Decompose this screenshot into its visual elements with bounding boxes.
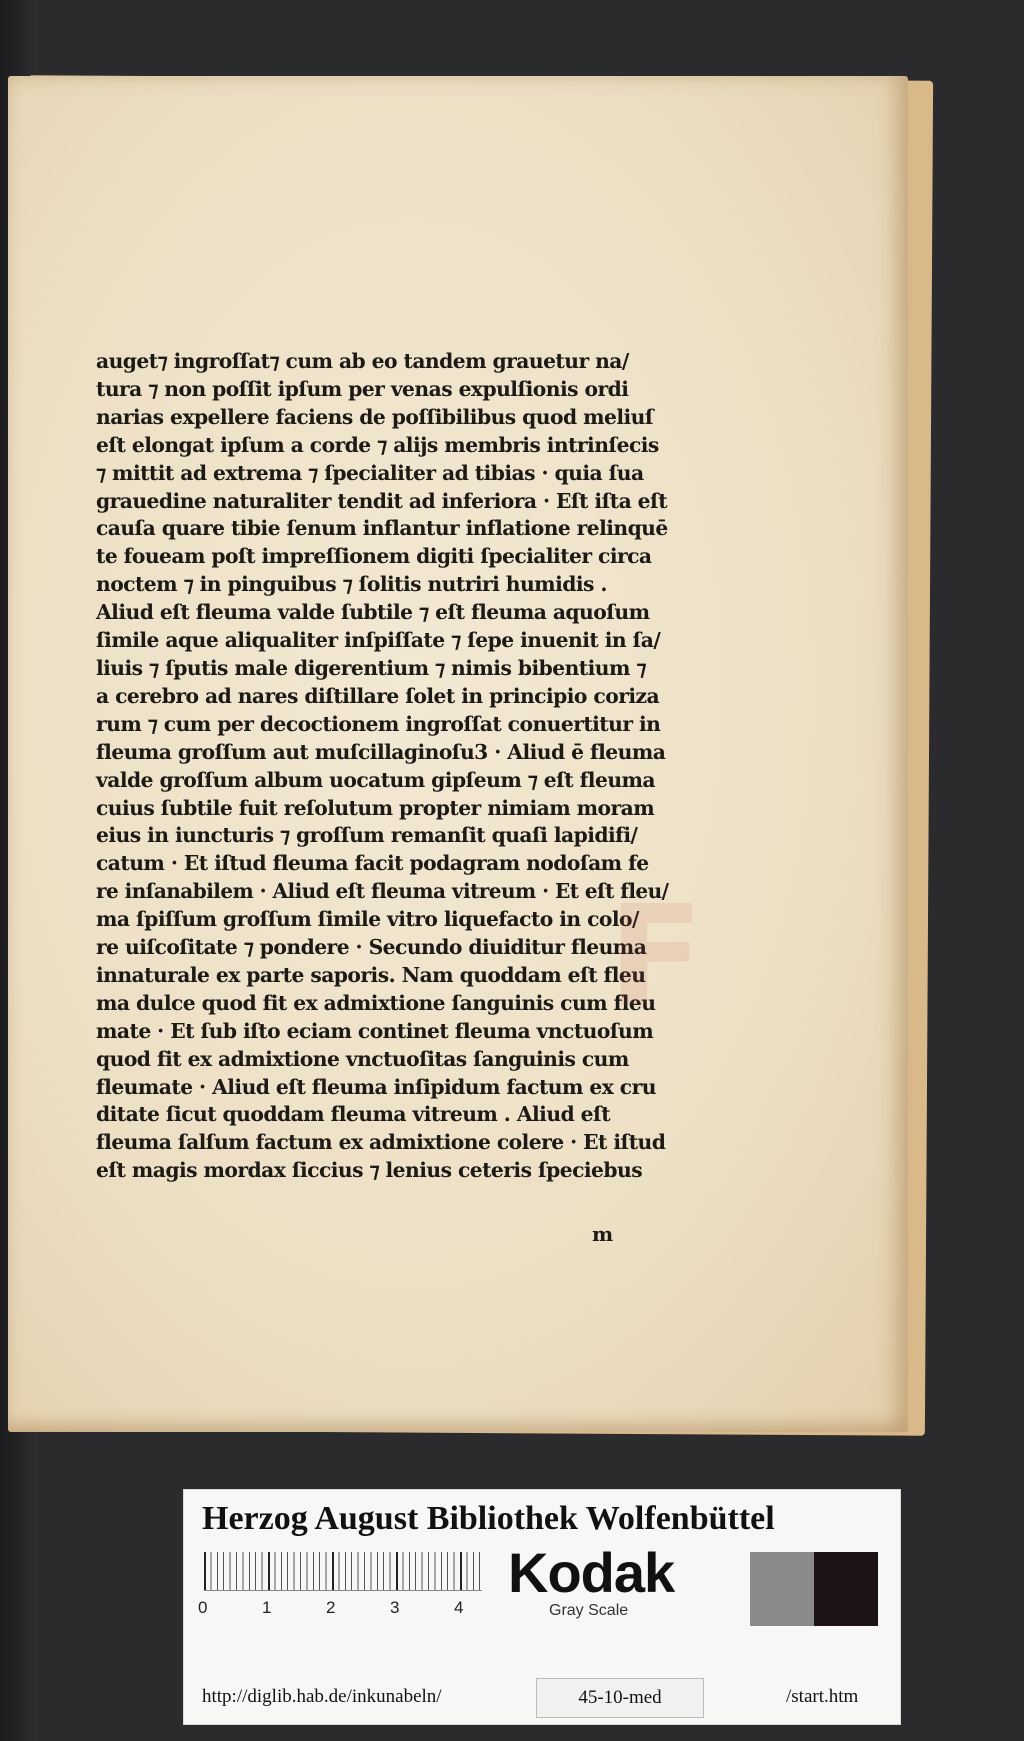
text-line: ſimile aque aliqualiter inſpiſſate ⁊ ſepe inuenit in ſa/	[96, 628, 661, 653]
text-line: narias expellere faciens de poſſibilibus quod meliuſ	[96, 404, 654, 429]
text-line: liuis ⁊ ſputis male digerentium ⁊ nimis bibentium ⁊	[96, 655, 646, 680]
ruler-major-tick	[460, 1552, 462, 1590]
ruler-major-tick	[332, 1552, 334, 1590]
start-page-link: /start.htm	[786, 1686, 859, 1707]
text-line: fleuma groſſum aut muſcillaginoſu3 · Aliud ē fleuma	[96, 739, 666, 764]
institution-title: Herzog August Bibliothek Wolfenbüttel	[202, 1500, 775, 1537]
color-chart-card	[184, 1490, 900, 1724]
text-line: fleuma ſalſum factum ex admixtione colere · Et iſtud	[96, 1130, 666, 1155]
text-line: Aliud eſt fleuma valde ſubtile ⁊ eſt fleuma aquoſum	[96, 600, 650, 625]
ruler-major-tick	[268, 1552, 270, 1590]
text-line: valde groſſum album uocatum gipſeum ⁊ eſt fleuma	[96, 767, 656, 792]
text-line: cuius ſubtile fuit reſolutum propter nimiam moram	[96, 795, 655, 820]
text-block	[96, 348, 668, 1185]
text-line: noctem ⁊ in pinguibus ⁊ ſolitis nutriri humidis .	[96, 572, 607, 597]
text-line: re uiſcoſitate ⁊ pondere · Secundo diuiditur fleuma	[96, 935, 647, 960]
ruler	[204, 1552, 482, 1591]
ruler-number: 1	[262, 1598, 272, 1617]
gray-swatch-black	[814, 1552, 878, 1626]
text-line: eſt elongat ipſum a corde ⁊ alijs membris intrinſecis	[96, 432, 659, 457]
text-line: tura ⁊ non poſſit ipſum per venas expulſionis ordi	[96, 376, 629, 401]
text-line: ditate ſicut quoddam fleuma vitreum . Aliud eſt	[96, 1102, 611, 1127]
kodak-logo: Kodak	[508, 1541, 675, 1604]
text-line: fleumate · Aliud eſt fleuma inſipidum factum ex cru	[96, 1074, 656, 1099]
ruler-major-tick	[204, 1552, 206, 1590]
gray-swatch-mid	[750, 1552, 814, 1626]
text-line: cauſa quare tibie ſenum inflantur inflatione relinquē	[96, 516, 668, 541]
library-url: http://diglib.hab.de/inkunabeln/	[202, 1686, 442, 1707]
text-line: mate · Et ſub iſto eciam continet fleuma vnctuoſum	[96, 1018, 654, 1043]
gray-scale-label: Gray Scale	[549, 1602, 629, 1619]
text-line: quod fit ex admixtione vnctuoſitas ſanguinis cum	[96, 1046, 629, 1071]
text-line: eius in iuncturis ⁊ groſſum remanſit quaſi lapidifi/	[96, 823, 638, 848]
text-line: te foueam poſt impreſſionem digiti ſpecialiter circa	[96, 544, 652, 569]
text-line: ma dulce quod fit ex admixtione ſanguinis cum fleu	[96, 990, 656, 1015]
ruler-number: 0	[198, 1598, 208, 1617]
gray-swatch-white	[686, 1552, 750, 1626]
text-line: rum ⁊ cum per decoctionem ingroſſat conuertitur in	[96, 711, 661, 736]
text-line: catum · Et iſtud fleuma facit podagram nodoſam fe	[96, 851, 649, 876]
text-line: ma ſpiſſum groſſum ſimile vitro liquefacto in colo/	[96, 907, 639, 932]
text-line: grauedine naturaliter tendit ad inferiora · Eſt iſta eſt	[96, 488, 668, 513]
text-line: a cerebro ad nares diſtillare ſolet in principio coriza	[96, 683, 660, 708]
text-line: innaturale ex parte saporis. Nam quoddam eſt fleu	[96, 962, 646, 987]
ruler-major-tick	[396, 1552, 398, 1590]
ruler-number: 4	[454, 1598, 464, 1617]
ruler-number: 3	[390, 1598, 400, 1617]
signature-mark: m	[592, 1222, 614, 1246]
ruler-number: 2	[326, 1598, 336, 1617]
text-line: re inſanabilem · Aliud eſt fleuma vitreum · Et eſt fleu/	[96, 879, 669, 904]
text-line: auget⁊ ingroſſat⁊ cum ab eo tandem grauetur na/	[96, 349, 629, 373]
text-line: ⁊ mittit ad extrema ⁊ ſpecialiter ad tibias · quia ſua	[96, 460, 644, 485]
text-line: eſt magis mordax ſiccius ⁊ lenius ceteris ſpeciebus	[96, 1158, 643, 1183]
shelfmark-box: 45-10-med	[536, 1678, 704, 1718]
watermark: F	[608, 876, 704, 1039]
manuscript-page	[8, 76, 908, 1432]
